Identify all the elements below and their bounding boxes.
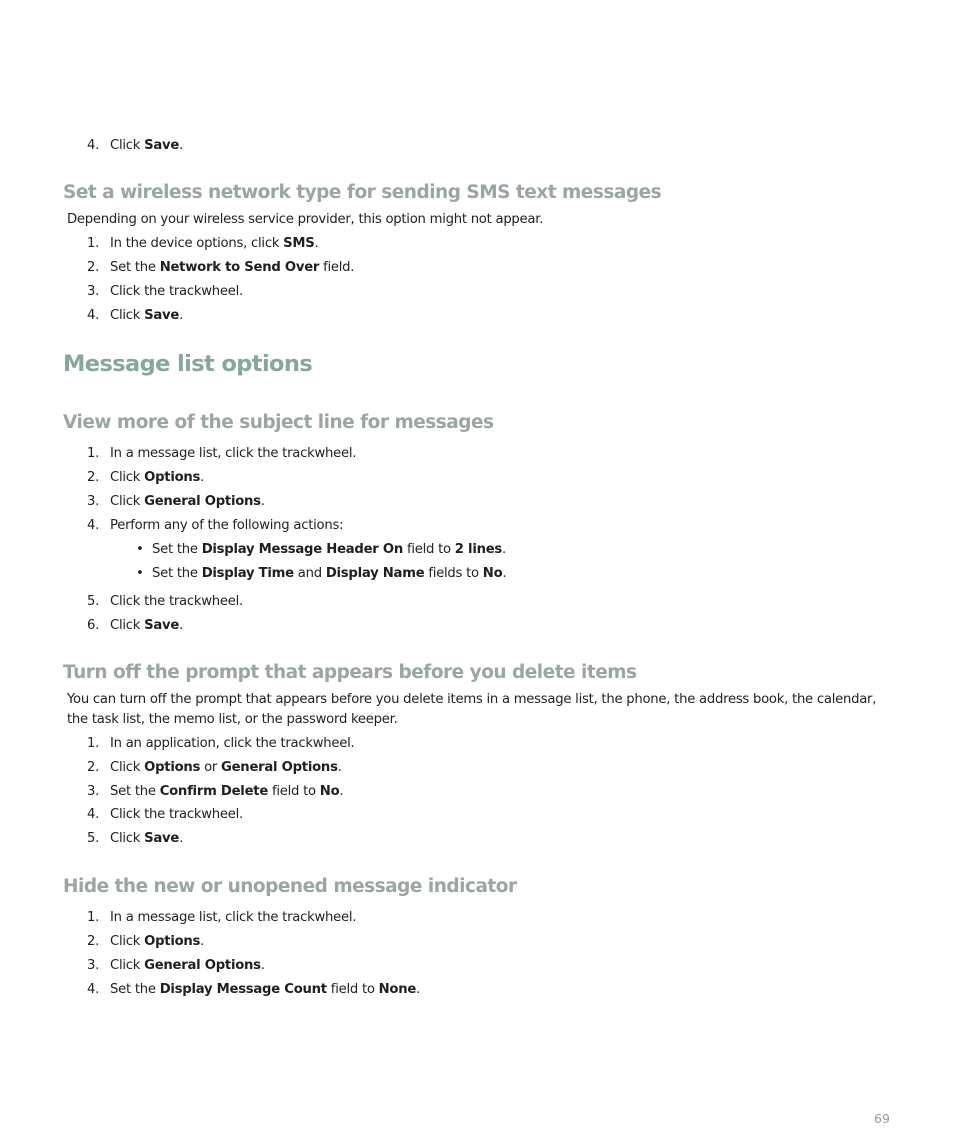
section-heading: Set a wireless network type for sending SMS text messages [63, 182, 662, 203]
section-heading: View more of the subject line for messages [63, 412, 494, 433]
section-heading: Hide the new or unopened message indicator [63, 876, 517, 897]
page-number: 69 [874, 1111, 890, 1126]
paragraph: You can turn off the prompt that appears before you delete items in a message list, the phone, the address book, the calendar, the task list, the memo list, or the password keeper. [67, 692, 877, 727]
document-page: 4. Click Save. Set a wireless network type for sending SMS text messages Depending on your wireless service provider, this option might not appear. 1. In the device options, click SMS. 2. Set the Network to Send Over field. 3. Click the trackwheel. 4. Click Save. Message list options View more of the subject line for messages 1. In a message list, click the trackwheel. 2. Click Options. 3. Click General Options. 4. Perform any of the following actions: • Set the Display Message Header On field to 2 lines. • Set the Display Time and Display Name fields to No. 5. Click the trackwheel. 6. Click Save. Turn off the prompt that appears before you delete items You can turn off the prompt that appears before you delete items in a message list, the phone, the address book, the calendar, the task list, the memo list, or the password keeper. 1. In an application, click the trackwheel. 2. Click Options or General Options. 3. Set the Confirm Delete field to No. 4. Click the trackwheel. 5. Click Save. Hide the new or unopened message indicator 1. In a message list, click the trackwheel. 2. Click Options. 3. Click General Options. 4. Set the Display Message Count field to None. 69 [0, 0, 954, 1145]
page-title: Message list options [63, 351, 313, 377]
section-heading: Turn off the prompt that appears before you delete items [63, 662, 637, 683]
paragraph: Depending on your wireless service provider, this option might not appear. [67, 212, 544, 227]
